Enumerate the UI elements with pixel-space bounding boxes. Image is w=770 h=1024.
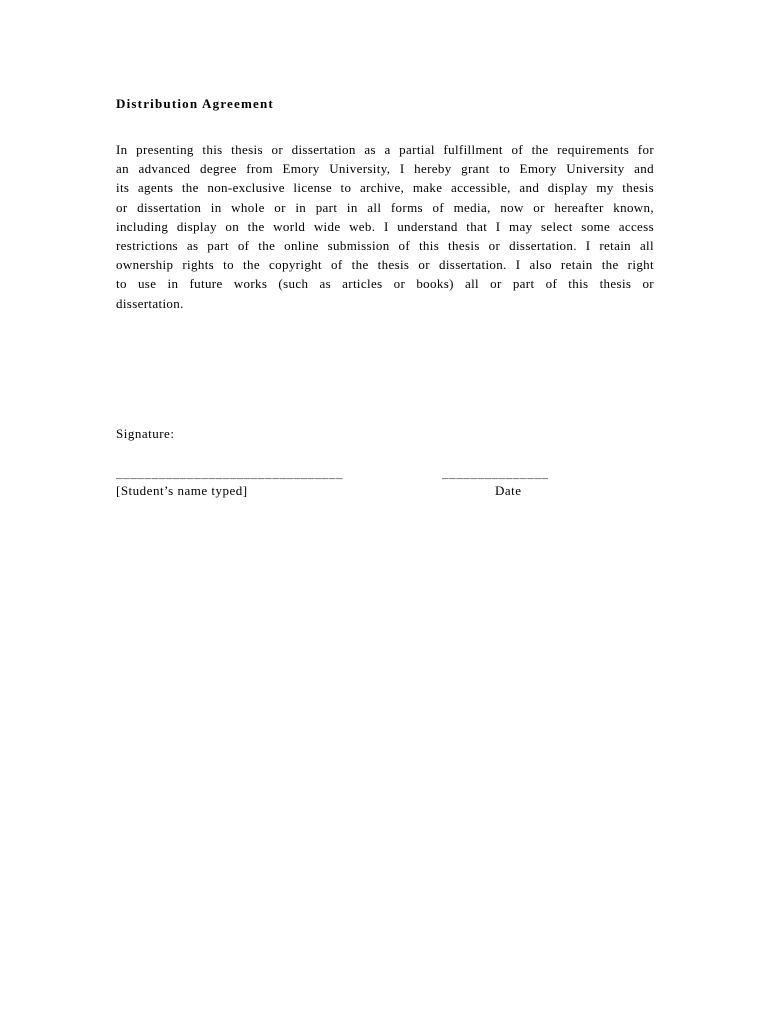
date-caption: Date xyxy=(495,483,522,498)
date-signature-line: _______________ xyxy=(442,470,549,482)
student-name-signature-line: ________________________________ xyxy=(116,470,344,482)
agreement-line: In presenting this thesis or dissertation as a partial fulfillment of the requirements for xyxy=(116,142,654,157)
agreement-line: or dissertation in whole or in part in all forms of media, now or hereafter known, xyxy=(116,199,654,215)
agreement-line: restrictions as part of the online submission of this thesis or dissertation. I retain all xyxy=(116,237,654,253)
agreement-line: to use in future works (such as articles or books) all or part of this thesis or xyxy=(116,276,654,292)
student-name-caption: [Student’s name typed] xyxy=(116,483,248,498)
agreement-line: an advanced degree from Emory University, I hereby grant to Emory University and xyxy=(116,161,654,177)
document-title: Distribution Agreement xyxy=(116,96,274,111)
agreement-line: including display on the world wide web. I understand that I may select some access xyxy=(116,218,654,234)
signature-label: Signature: xyxy=(116,426,175,441)
agreement-body xyxy=(116,140,654,313)
agreement-line: dissertation. xyxy=(116,295,184,311)
agreement-line: its agents the non-exclusive license to archive, make accessible, and display my thesis xyxy=(116,180,654,196)
agreement-line: ownership rights to the copyright of the thesis or dissertation. I also retain the right xyxy=(116,257,654,273)
